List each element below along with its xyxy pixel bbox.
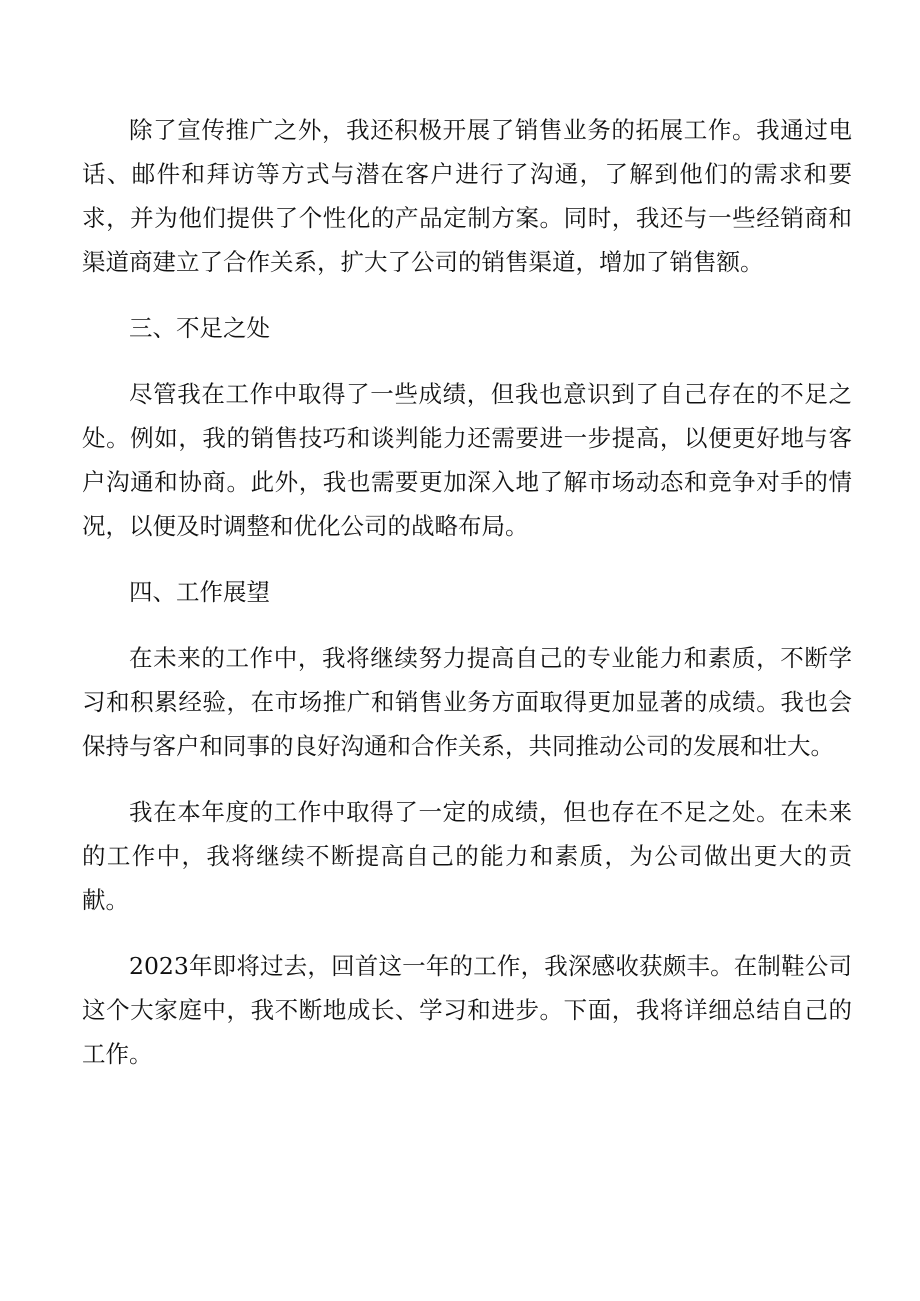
section-heading-shortcomings: 三、不足之处 xyxy=(129,314,270,342)
paragraph-outlook: 在未来的工作中，我将继续努力提高自己的专业能力和素质，不断学习和积累经验，在市场推广和销售业务方面取得更加显著的成绩。我也会保持与客户和同事的良好沟通和合作关系，共同推动公司的发展和壮大。 xyxy=(82,644,852,760)
paragraph-shortcomings: 尽管我在工作中取得了一些成绩，但我也意识到了自己存在的不足之处。例如，我的销售技巧和谈判能力还需要进一步提高，以便更好地与客户沟通和协商。此外，我也需要更加深入地了解市场动态和竞争对手的情况，以便及时调整和优化公司的战略布局。 xyxy=(82,380,852,540)
section-heading-outlook: 四、工作展望 xyxy=(129,578,270,606)
paragraph-sales-expansion: 除了宣传推广之外，我还积极开展了销售业务的拓展工作。我通过电话、邮件和拜访等方式与潜在客户进行了沟通，了解到他们的需求和要求，并为他们提供了个性化的产品定制方案。同时，我还与一些经销商和渠道商建立了合作关系，扩大了公司的销售渠道，增加了销售额。 xyxy=(82,116,852,276)
paragraph-summary: 我在本年度的工作中取得了一定的成绩，但也存在不足之处。在未来的工作中，我将继续不断提高自己的能力和素质，为公司做出更大的贡献。 xyxy=(82,798,852,914)
document-body xyxy=(82,108,852,1098)
paragraph-year-review: 2023年即将过去，回首这一年的工作，我深感收获颇丰。在制鞋公司这个大家庭中，我不断地成长、学习和进步。下面，我将详细总结自己的工作。 xyxy=(82,952,852,1068)
